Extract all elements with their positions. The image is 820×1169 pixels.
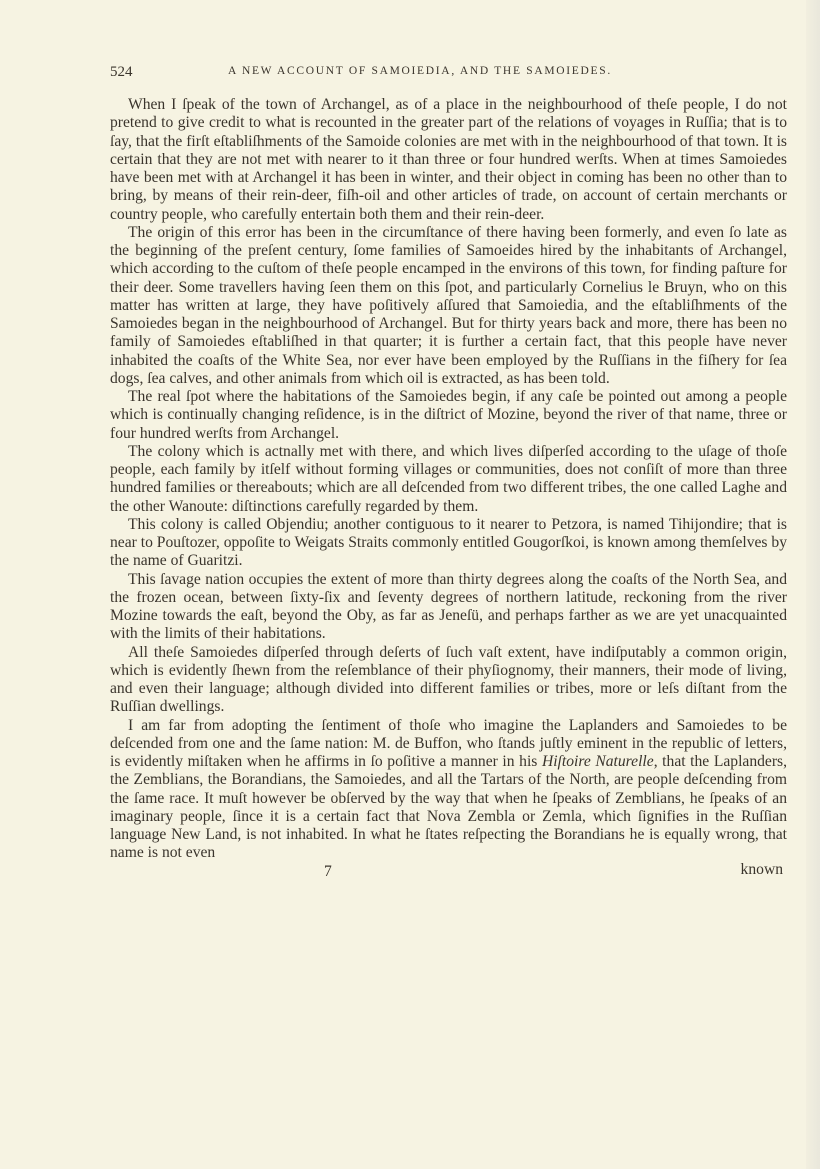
book-page: [110, 62, 787, 883]
page-number: 524: [110, 64, 133, 80]
paragraph: When I ſpeak of the town of Archangel, as of a place in the neighbourhood of theſe people, I do not pretend to give credit to what is recounted in the greater part of the relations of voyages in Ruſſia; that is to ſay, that the firſt eſtabliſhments of the Samoide colonies are met with in the neighbourhood of that town. It is certain that they are not met with nearer to it than three or four hundred werſts. When at times Samoiedes have been met with at Archangel it has been in winter, and their object in coming has been no other than to bring, by means of their rein-deer, fiſh-oil and other articles of trade, on account of certain merchants or country people, who carefully entertain both them and their rein-deer.: [110, 96, 787, 223]
book-title-italic: Hiſtoire Naturelle: [541, 753, 654, 770]
page-foot: [110, 860, 787, 883]
page-edge: [806, 0, 820, 1169]
paragraph: The real ſpot where the habitations of the Samoiedes begin, if any caſe be pointed out among a people which is continually changing reſidence, is in the diſtrict of Mozine, beyond the river of that name, three or four hundred werſts from Archangel.: [110, 388, 787, 442]
paragraph: The colony which is actnally met with there, and which lives diſperſed according to the uſage of thoſe people, each family by itſelf without forming villages or communities, does not conſiſt of more than three hundred families or thereabouts; which are all deſcended from two different tribes, the one called Laghe and the other Wanoute: diſtinctions carefully regarded by them.: [110, 442, 787, 515]
paragraph: The origin of this error has been in the circumſtance of there having been formerly, and even ſo late as the beginning of the preſent century, ſome families of Samoeides hired by the inhabitants of Archangel, which according to the cuſtom of theſe people encamped in the environs of this town, for finding paſture for their deer. Some travellers having ſeen them on this ſpot, and particularly Cornelius le Bruyn, who on this matter has written at large, they have poſitively aſſured that Samoiedia, and the eſtabliſhments of the Samoiedes began in the neighbourhood of Archangel. But for thirty years back and more, there has been no family of Samoiedes eſtabliſhed in that quarter; it is further a certain fact, that this people have never inhabited the coaſts of the White Sea, nor ever have been employed by the Ruſſians in the fiſhery for ſea dogs, ſea calves, and other animals from which oil is extracted, as has been told.: [110, 223, 787, 387]
paragraph-buffon: [110, 717, 787, 863]
text-span: , that the Laplanders, the Zemblians, the Borandians, the Samoiedes, and all the Tartars of the North, are people deſcending from the ſame race. It muſt however be obſerved by the way that when he ſpeaks of Zemblians, he ſpeaks of an imaginary people, ſince it is a certain fact that Nova Zembla or Zemla, which ſignifies in the Ruſſian language New Land, is not inhabited. In what he ſtates reſpecting the Borandians he is equally wrong, that name is not even: [110, 753, 787, 862]
catchword: known: [740, 860, 783, 878]
paragraph: This colony is called Objendiu; another contiguous to it nearer to Petzora, is named Tihijondire; that is near to Pouſtozer, oppoſite to Weigats Straits commonly entitled Gougorſkoi, is known among themſelves by the name of Guaritzi.: [110, 515, 787, 570]
running-title: A NEW ACCOUNT OF SAMOIEDIA, AND THE SAMOIEDES.: [228, 65, 612, 77]
paragraph: All theſe Samoiedes diſperſed through deſerts of ſuch vaſt extent, have indiſputably a common origin, which is evidently ſhewn from the reſemblance of their phyſiognomy, their manners, their mode of living, and even their language; although divided into different families or tribes, more or leſs diſtant from the Ruſſian dwellings.: [110, 643, 787, 716]
signature-mark: 7: [324, 862, 332, 880]
paragraph: This ſavage nation occupies the extent of more than thirty degrees along the coaſts of the North Sea, and the frozen ocean, between ſixty-ſix and ſeventy degrees of northern latitude, reckoning from the river Mozine towards the eaſt, beyond the Oby, as far as Jeneſü, and perhaps farther as we are yet unacquainted with the limits of their habitations.: [110, 570, 787, 643]
running-head: [110, 62, 787, 84]
body-text: [110, 96, 787, 863]
text-span: I am far from adopting the ſentiment of thoſe who imagine the Laplanders and Samoiedes to be deſcended from one and the ſame nation: M. de Buffon, who ſtands juſtly eminent in the republic of letters, is evidently miſtaken when he affirms in ſo poſitive a manner in his: [110, 716, 787, 770]
